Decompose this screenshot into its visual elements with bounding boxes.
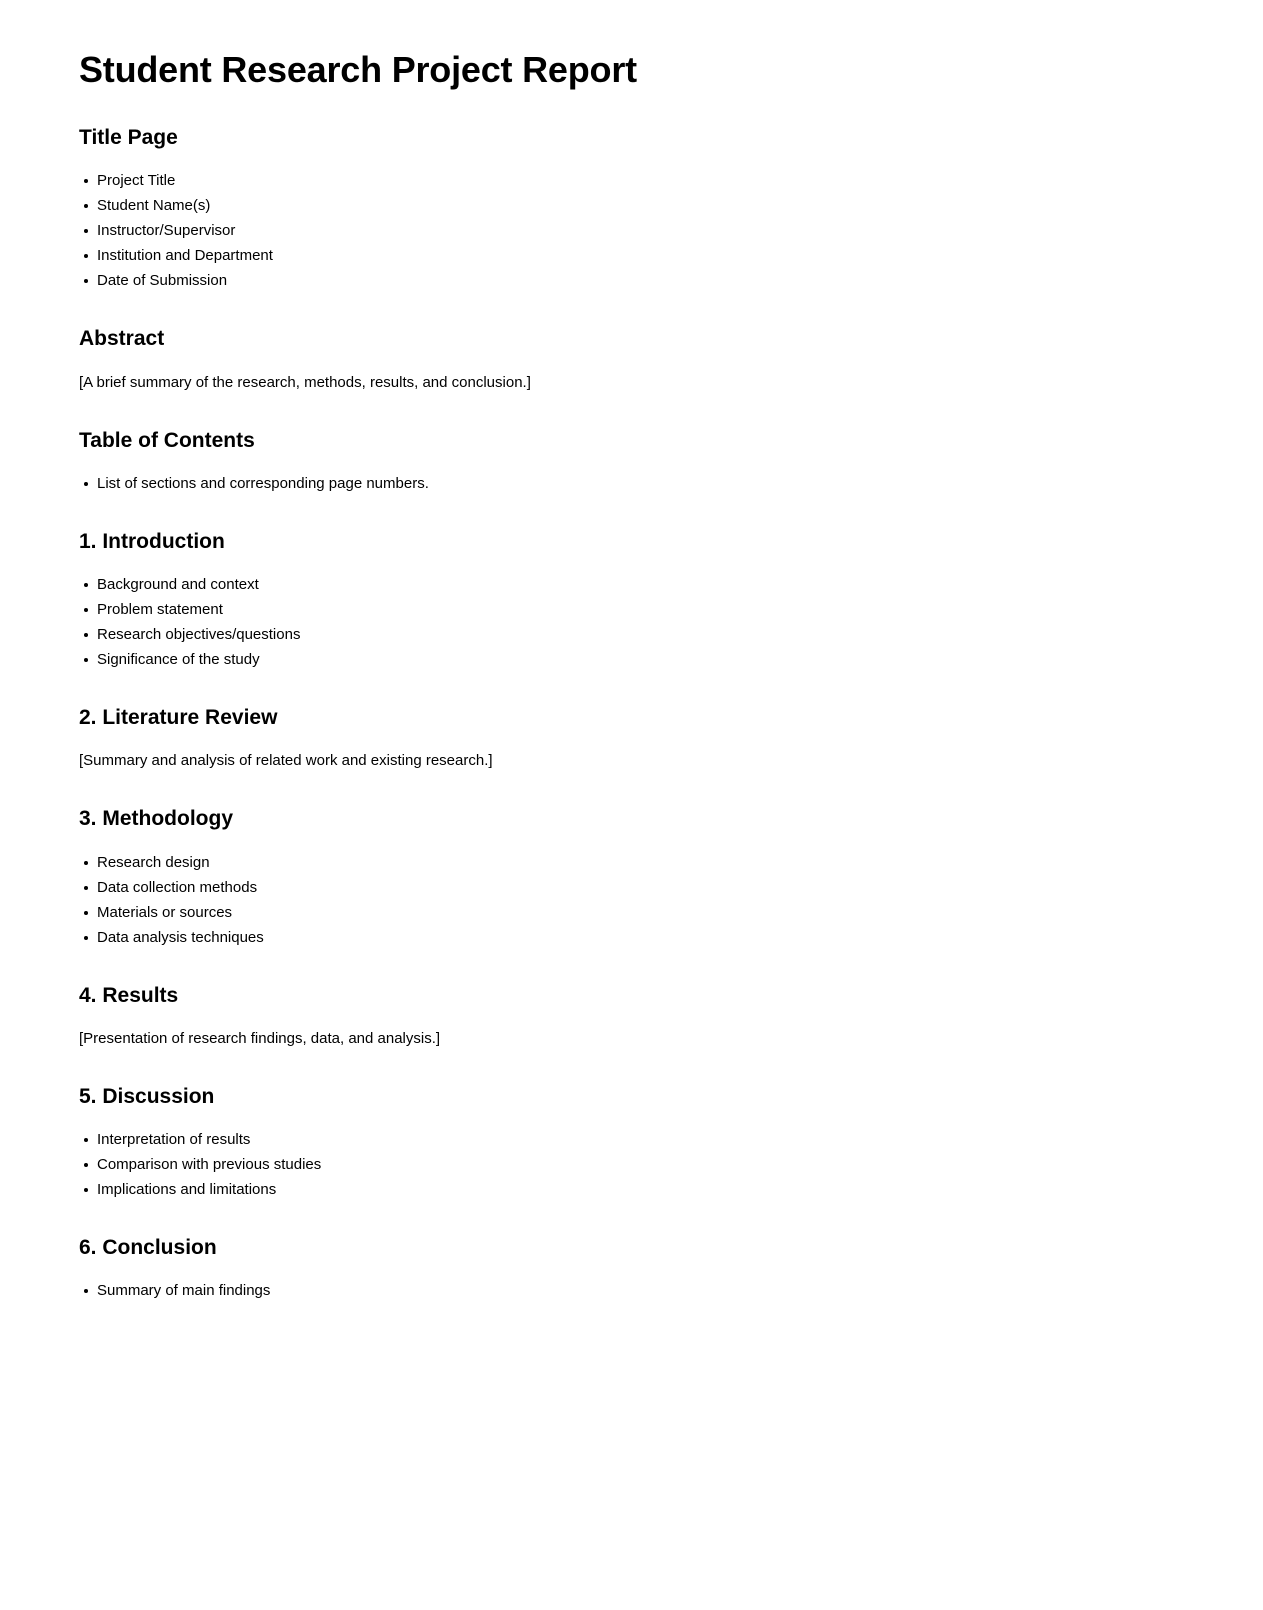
list-item: Research objectives/questions	[79, 622, 1173, 647]
list-item: Problem statement	[79, 597, 1173, 622]
list-item: Instructor/Supervisor	[79, 218, 1173, 243]
document-section	[79, 705, 1173, 773]
section-heading: Title Page	[79, 126, 178, 150]
document-sections	[79, 125, 1173, 1303]
section-heading: 1. Introduction	[79, 529, 225, 553]
section-heading: Table of Contents	[79, 428, 255, 452]
section-heading: 6. Conclusion	[79, 1236, 217, 1260]
section-bullet-list	[79, 1278, 1173, 1303]
document-section	[79, 1235, 1173, 1303]
list-item: Materials or sources	[79, 900, 1173, 925]
list-item: Summary of main findings	[79, 1278, 1173, 1303]
document-section	[79, 529, 1173, 672]
section-bullet-list	[79, 168, 1173, 293]
document-section	[79, 806, 1173, 949]
document-section	[79, 428, 1173, 496]
document-section	[79, 125, 1173, 293]
section-heading: 4. Results	[79, 983, 179, 1007]
list-item: Implications and limitations	[79, 1177, 1173, 1202]
list-item: Student Name(s)	[79, 193, 1173, 218]
section-heading: Abstract	[79, 327, 165, 351]
section-heading: 3. Methodology	[79, 807, 233, 831]
list-item: Interpretation of results	[79, 1127, 1173, 1152]
section-paragraph: [Summary and analysis of related work and existing research.]	[79, 752, 493, 770]
document-section	[79, 1084, 1173, 1202]
section-paragraph: [A brief summary of the research, methods, results, and conclusion.]	[79, 373, 531, 391]
section-bullet-list	[79, 572, 1173, 672]
list-item: Data collection methods	[79, 875, 1173, 900]
section-heading: 5. Discussion	[79, 1084, 215, 1108]
section-heading: 2. Literature Review	[79, 706, 278, 730]
list-item: Date of Submission	[79, 268, 1173, 293]
list-item: Data analysis techniques	[79, 925, 1173, 950]
section-bullet-list	[79, 471, 1173, 496]
list-item: Comparison with previous studies	[79, 1152, 1173, 1177]
list-item: Research design	[79, 850, 1173, 875]
list-item: Institution and Department	[79, 243, 1173, 268]
list-item: Project Title	[79, 168, 1173, 193]
page-title: Student Research Project Report	[79, 49, 637, 90]
section-paragraph: [Presentation of research findings, data, and analysis.]	[79, 1029, 441, 1047]
list-item: Significance of the study	[79, 647, 1173, 672]
list-item: List of sections and corresponding page numbers.	[79, 471, 1173, 496]
list-item: Background and context	[79, 572, 1173, 597]
document-section	[79, 983, 1173, 1051]
document-section	[79, 326, 1173, 394]
section-bullet-list	[79, 1127, 1173, 1202]
section-bullet-list	[79, 850, 1173, 950]
